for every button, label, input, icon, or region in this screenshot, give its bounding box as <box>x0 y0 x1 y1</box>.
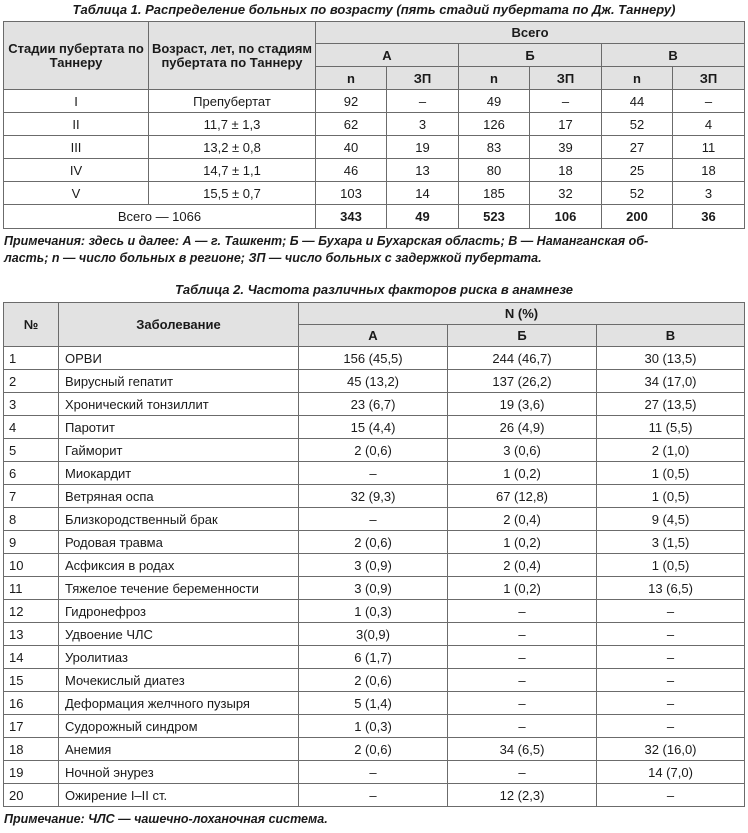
table-row <box>4 531 745 554</box>
table-row <box>4 113 745 136</box>
value-cell: 3 (0,9) <box>299 577 448 600</box>
age-cell: 13,2 ± 0,8 <box>149 136 316 159</box>
num-header: № <box>4 303 59 347</box>
group-b-header: Б <box>459 44 602 67</box>
value-cell: – <box>597 669 745 692</box>
value-cell: 34 (6,5) <box>448 738 597 761</box>
value-cell: 30 (13,5) <box>597 347 745 370</box>
value-cell: 1 (0,2) <box>448 577 597 600</box>
value-cell: – <box>448 692 597 715</box>
sub-n-header: n <box>316 67 387 90</box>
value-cell: 3 <box>387 113 459 136</box>
table-row <box>4 182 745 205</box>
value-cell: 67 (12,8) <box>448 485 597 508</box>
table-row <box>4 136 745 159</box>
row-number-cell: 2 <box>4 370 59 393</box>
disease-cell: Миокардит <box>59 462 299 485</box>
cell: 106 <box>530 205 602 229</box>
value-cell: 2 (0,4) <box>448 554 597 577</box>
value-cell: 17 <box>530 113 602 136</box>
value-cell: – <box>448 715 597 738</box>
table-row <box>4 416 745 439</box>
group-a-header: А <box>299 325 448 347</box>
table-row <box>4 715 745 738</box>
cell: 200 <box>602 205 673 229</box>
stage-cell: III <box>4 136 149 159</box>
sub-n-header: n <box>459 67 530 90</box>
value-cell: 49 <box>459 90 530 113</box>
disease-cell: Удвоение ЧЛС <box>59 623 299 646</box>
value-cell: 2 (0,6) <box>299 669 448 692</box>
disease-cell: Гайморит <box>59 439 299 462</box>
row-number-cell: 1 <box>4 347 59 370</box>
value-cell: 9 (4,5) <box>597 508 745 531</box>
total-header: Всего <box>316 22 745 44</box>
row-number-cell: 13 <box>4 623 59 646</box>
value-cell: 2 (0,4) <box>448 508 597 531</box>
value-cell: – <box>448 761 597 784</box>
value-cell: 44 <box>602 90 673 113</box>
value-cell: – <box>299 462 448 485</box>
value-cell: 52 <box>602 182 673 205</box>
value-cell: – <box>597 715 745 738</box>
value-cell: 19 <box>387 136 459 159</box>
table-row <box>4 439 745 462</box>
value-cell: – <box>597 646 745 669</box>
value-cell: 13 <box>387 159 459 182</box>
table-row <box>4 554 745 577</box>
value-cell: 18 <box>530 159 602 182</box>
table-row <box>4 347 745 370</box>
note-line: Примечания: здесь и далее: А — г. Ташкент; Б — Бухара и Бухарская область; В — Наманганская об- <box>4 234 649 248</box>
disease-cell: Асфиксия в родах <box>59 554 299 577</box>
row-number-cell: 4 <box>4 416 59 439</box>
value-cell: 23 (6,7) <box>299 393 448 416</box>
value-cell: – <box>299 761 448 784</box>
row-number-cell: 8 <box>4 508 59 531</box>
value-cell: 27 (13,5) <box>597 393 745 416</box>
row-number-cell: 7 <box>4 485 59 508</box>
sub-n-header: n <box>602 67 673 90</box>
value-cell: 2 (0,6) <box>299 531 448 554</box>
stage-cell: I <box>4 90 149 113</box>
row-number-cell: 16 <box>4 692 59 715</box>
row-number-cell: 18 <box>4 738 59 761</box>
row-number-cell: 9 <box>4 531 59 554</box>
stage-cell: II <box>4 113 149 136</box>
value-cell: – <box>673 90 745 113</box>
value-cell: 3 (1,5) <box>597 531 745 554</box>
value-cell: 52 <box>602 113 673 136</box>
value-cell: 14 (7,0) <box>597 761 745 784</box>
value-cell: 2 (1,0) <box>597 439 745 462</box>
value-cell: 80 <box>459 159 530 182</box>
value-cell: – <box>597 784 745 807</box>
table1-notes <box>4 233 744 267</box>
value-cell: 6 (1,7) <box>299 646 448 669</box>
value-cell: 1 (0,2) <box>448 531 597 554</box>
value-cell: 3 (0,9) <box>299 554 448 577</box>
value-cell: – <box>387 90 459 113</box>
row-number-cell: 6 <box>4 462 59 485</box>
table-row <box>4 692 745 715</box>
value-cell: 1 (0,5) <box>597 554 745 577</box>
table-row <box>4 159 745 182</box>
value-cell: 2 (0,6) <box>299 738 448 761</box>
value-cell: 27 <box>602 136 673 159</box>
value-cell: 1 (0,5) <box>597 485 745 508</box>
disease-cell: Анемия <box>59 738 299 761</box>
table-row <box>4 669 745 692</box>
row-number-cell: 11 <box>4 577 59 600</box>
value-cell: 1 (0,5) <box>597 462 745 485</box>
row-number-cell: 15 <box>4 669 59 692</box>
total-label: Всего — 1066 <box>4 205 316 229</box>
value-cell: 137 (26,2) <box>448 370 597 393</box>
disease-cell: ОРВИ <box>59 347 299 370</box>
risk-factors-table <box>3 302 745 807</box>
table2-note: Примечание: ЧЛС — чашечно-лоханочная система. <box>4 812 328 826</box>
row-number-cell: 20 <box>4 784 59 807</box>
value-cell: 39 <box>530 136 602 159</box>
table-row <box>4 90 745 113</box>
value-cell: 244 (46,7) <box>448 347 597 370</box>
group-c-header: В <box>602 44 745 67</box>
value-cell: 15 (4,4) <box>299 416 448 439</box>
value-cell: 92 <box>316 90 387 113</box>
table-row <box>4 462 745 485</box>
group-b-header: Б <box>448 325 597 347</box>
disease-cell: Ожирение I–II ст. <box>59 784 299 807</box>
age-cell: 14,7 ± 1,1 <box>149 159 316 182</box>
value-cell: 12 (2,3) <box>448 784 597 807</box>
row-number-cell: 12 <box>4 600 59 623</box>
row-number-cell: 19 <box>4 761 59 784</box>
value-cell: 3(0,9) <box>299 623 448 646</box>
value-cell: 83 <box>459 136 530 159</box>
value-cell: 13 (6,5) <box>597 577 745 600</box>
value-cell: – <box>597 692 745 715</box>
value-cell: – <box>530 90 602 113</box>
disease-cell: Вирусный гепатит <box>59 370 299 393</box>
table-row <box>4 784 745 807</box>
table-row <box>4 508 745 531</box>
n-pct-header: N (%) <box>299 303 745 325</box>
value-cell: 3 (0,6) <box>448 439 597 462</box>
value-cell: 5 (1,4) <box>299 692 448 715</box>
value-cell: 32 (16,0) <box>597 738 745 761</box>
stage-cell: IV <box>4 159 149 182</box>
disease-cell: Тяжелое течение беременности <box>59 577 299 600</box>
table-row <box>4 485 745 508</box>
disease-cell: Ветряная оспа <box>59 485 299 508</box>
disease-cell: Паротит <box>59 416 299 439</box>
disease-cell: Хронический тонзиллит <box>59 393 299 416</box>
age-cell: 11,7 ± 1,3 <box>149 113 316 136</box>
disease-cell: Судорожный синдром <box>59 715 299 738</box>
value-cell: 2 (0,6) <box>299 439 448 462</box>
value-cell: 32 (9,3) <box>299 485 448 508</box>
row-number-cell: 14 <box>4 646 59 669</box>
value-cell: – <box>299 508 448 531</box>
table-row <box>4 393 745 416</box>
row-number-cell: 5 <box>4 439 59 462</box>
value-cell: 156 (45,5) <box>299 347 448 370</box>
stage-cell: V <box>4 182 149 205</box>
disease-cell: Родовая травма <box>59 531 299 554</box>
row-number-cell: 10 <box>4 554 59 577</box>
value-cell: – <box>299 784 448 807</box>
disease-header: Заболевание <box>59 303 299 347</box>
table-row <box>4 623 745 646</box>
age-header: Возраст, лет, по стадиям пубертата по Таннеру <box>149 22 316 90</box>
disease-cell: Мочекислый диатез <box>59 669 299 692</box>
row-number-cell: 3 <box>4 393 59 416</box>
value-cell: – <box>448 623 597 646</box>
sub-zp-header: ЗП <box>530 67 602 90</box>
value-cell: 1 (0,3) <box>299 715 448 738</box>
value-cell: – <box>448 600 597 623</box>
table1-caption: Таблица 1. Распределение больных по возрасту (пять стадий пубертата по Дж. Таннеру) <box>72 2 676 17</box>
value-cell: 11 (5,5) <box>597 416 745 439</box>
value-cell: – <box>597 600 745 623</box>
value-cell: 26 (4,9) <box>448 416 597 439</box>
disease-cell: Уролитиаз <box>59 646 299 669</box>
table-row <box>4 646 745 669</box>
value-cell: 4 <box>673 113 745 136</box>
value-cell: 185 <box>459 182 530 205</box>
value-cell: 1 (0,2) <box>448 462 597 485</box>
value-cell: 19 (3,6) <box>448 393 597 416</box>
note-line: ласть; n — число больных в регионе; ЗП — число больных с задержкой пубертата. <box>4 251 542 265</box>
age-cell: Препубертат <box>149 90 316 113</box>
cell: 36 <box>673 205 745 229</box>
value-cell: 11 <box>673 136 745 159</box>
value-cell: 18 <box>673 159 745 182</box>
age-distribution-table <box>3 21 745 229</box>
group-a-header: А <box>316 44 459 67</box>
table-row <box>4 738 745 761</box>
disease-cell: Ночной энурез <box>59 761 299 784</box>
value-cell: 14 <box>387 182 459 205</box>
value-cell: 3 <box>673 182 745 205</box>
table-row <box>4 577 745 600</box>
value-cell: 62 <box>316 113 387 136</box>
value-cell: 34 (17,0) <box>597 370 745 393</box>
sub-zp-header: ЗП <box>387 67 459 90</box>
disease-cell: Гидронефроз <box>59 600 299 623</box>
table-row <box>4 370 745 393</box>
value-cell: – <box>448 669 597 692</box>
cell: 343 <box>316 205 387 229</box>
group-c-header: В <box>597 325 745 347</box>
table-row <box>4 600 745 623</box>
value-cell: – <box>448 646 597 669</box>
stage-header: Стадии пубертата по Таннеру <box>4 22 149 90</box>
table-row <box>4 761 745 784</box>
row-number-cell: 17 <box>4 715 59 738</box>
disease-cell: Близкородственный брак <box>59 508 299 531</box>
disease-cell: Деформация желчного пузыря <box>59 692 299 715</box>
value-cell: 25 <box>602 159 673 182</box>
value-cell: 1 (0,3) <box>299 600 448 623</box>
value-cell: 103 <box>316 182 387 205</box>
value-cell: – <box>597 623 745 646</box>
cell: 49 <box>387 205 459 229</box>
cell: 523 <box>459 205 530 229</box>
value-cell: 45 (13,2) <box>299 370 448 393</box>
table2-caption: Таблица 2. Частота различных факторов риска в анамнезе <box>174 282 574 297</box>
value-cell: 32 <box>530 182 602 205</box>
sub-zp-header: ЗП <box>673 67 745 90</box>
total-row <box>4 205 745 229</box>
age-cell: 15,5 ± 0,7 <box>149 182 316 205</box>
value-cell: 126 <box>459 113 530 136</box>
value-cell: 46 <box>316 159 387 182</box>
value-cell: 40 <box>316 136 387 159</box>
